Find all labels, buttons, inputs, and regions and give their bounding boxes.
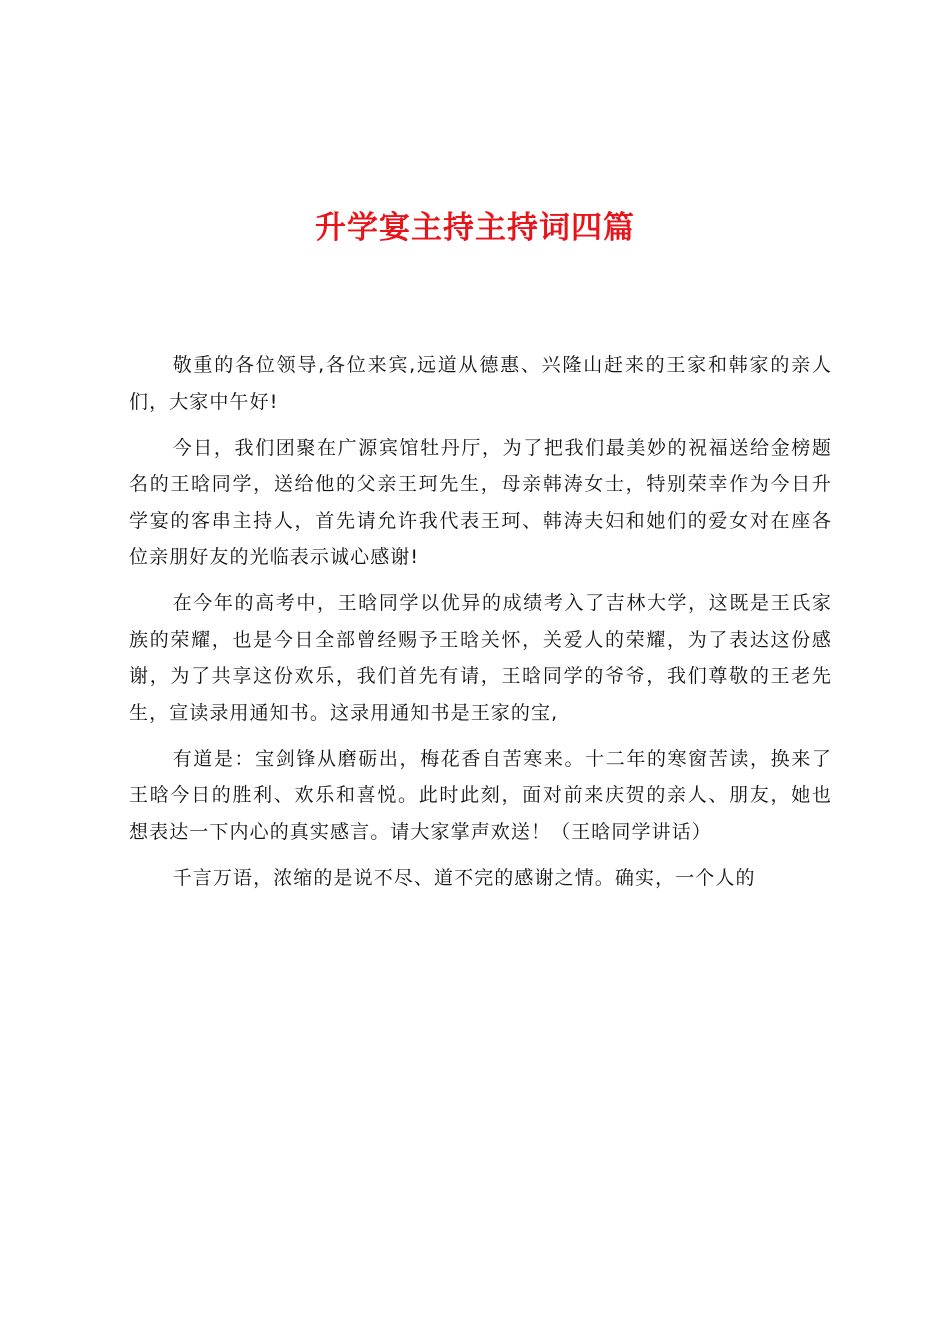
document-title: 升学宴主持主持词四篇: [315, 210, 635, 246]
document-body: [129, 347, 832, 906]
paragraph-gathering: 今日，我们团聚在广源宾馆牡丹厅，为了把我们最美妙的祝福送给金榜题名的王晗同学，送给他的父亲王珂先生，母亲韩涛女士，特别荣幸作为今日升学宴的客串主持人，首先请允许我代表王珂、韩涛夫妇和她们的爱女对在座各位亲朋好友的光临表示诚心感谢!: [129, 436, 832, 568]
paragraph-greeting: 敬重的各位领导,各位来宾,远道从德惠、兴隆山赶来的王家和韩家的亲人们，大家中午好!: [129, 354, 832, 413]
paragraph-exam-result: 在今年的高考中，王晗同学以优异的成绩考入了吉林大学，这既是王氏家族的荣耀，也是今日全部曾经赐予王晗关怀，关爱人的荣耀，为了表达这份感谢，为了共享这份欢乐，我们首先有请，王晗同学的爷爷，我们尊敬的王老先生，宣读录用通知书。这录用通知书是王家的宝,: [129, 592, 832, 724]
paragraph-saying: 有道是：宝剑锋从磨砺出，梅花香自苦寒来。十二年的寒窗苦读，换来了王晗今日的胜利、欢乐和喜悦。此时此刻，面对前来庆贺的亲人、朋友，她也想表达一下内心的真实感言。请大家掌声欢送！（王晗同学讲话）: [129, 747, 832, 843]
paragraph-thanks: 千言万语，浓缩的是说不尽、道不完的感谢之情。确实，一个人的: [172, 866, 756, 889]
